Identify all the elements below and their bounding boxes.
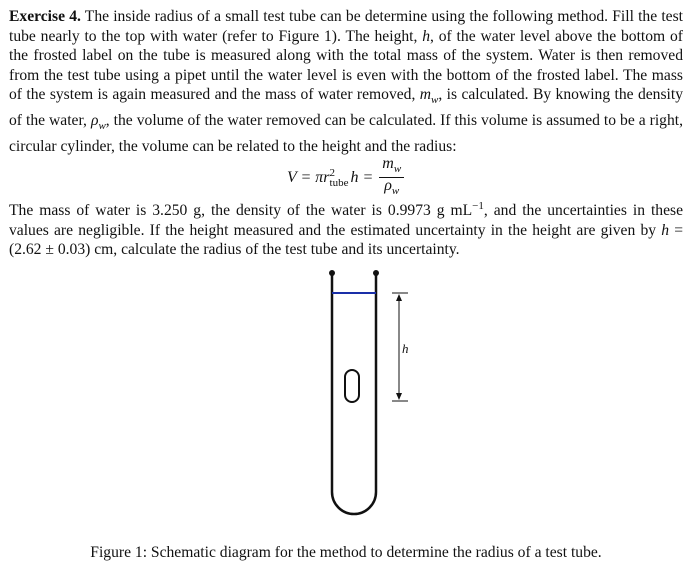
rho-symbol: ρ: [90, 112, 99, 130]
equation-numerator: $m_w$: [379, 156, 404, 178]
question-h-symbol: h: [661, 221, 670, 239]
volume-equation: [287, 156, 404, 199]
test-tube-figure: [310, 264, 420, 524]
height-label: h: [402, 341, 409, 356]
equation-h: h =: [350, 168, 374, 186]
rho-subscript: w: [98, 120, 106, 133]
mw-symbol: m: [419, 86, 432, 104]
mw-subscript: w: [431, 94, 439, 107]
equation-denominator: $\rho_w$: [384, 177, 400, 198]
equation-sup: 2: [329, 166, 336, 179]
exercise-text-3: , is calculated. By knowing the density of the water,: [9, 86, 683, 130]
height-arrow-bottom: [396, 393, 402, 400]
question-paragraph: [9, 197, 683, 260]
question-exponent: −1: [472, 200, 484, 212]
question-text-1: The mass of water is 3.250 g, the density of the water is 0.9973 g mL: [9, 202, 473, 220]
equation-fraction: [379, 156, 404, 199]
frosted-label: [345, 370, 359, 402]
question-text-2: , and the uncertainties in these values are negligible. If the height measured and the estimated uncertainty in the height are given by: [9, 202, 683, 239]
exercise-paragraph: [9, 7, 683, 156]
equation-lhs: V = πr: [287, 168, 330, 186]
height-arrow-top: [396, 294, 402, 301]
exercise-label: Exercise 4.: [9, 8, 81, 25]
equation-sub: tube: [329, 176, 349, 189]
question-text-3: = (2.62 ± 0.03) cm, calculate the radius of the test tube and its uncertainty.: [9, 221, 683, 259]
h-symbol: h: [422, 27, 431, 45]
exercise-text-1: The inside radius of a small test tube can be determine using the following method. Fill the test tube nearly to the top with water (refer to Figure 1). The height,: [9, 8, 683, 45]
exercise-text-2: , of the water level above the bottom of the frosted label on the tube is measured along with the total mass of the system. Water is then removed from the test tube using a pipet until the water level is even with the bottom of the frosted label. The mass of the system is again measured and the mass of water removed,: [9, 27, 683, 104]
equation-scripts: [330, 168, 349, 188]
figure-caption: Figure 1: Schematic diagram for the method to determine the radius of a test tube.: [90, 544, 602, 561]
exercise-text-4: , the volume of the water removed can be calculated. If this volume is assumed to be a right, circular cylinder, the volume can be related to the height and the radius:: [9, 112, 684, 155]
